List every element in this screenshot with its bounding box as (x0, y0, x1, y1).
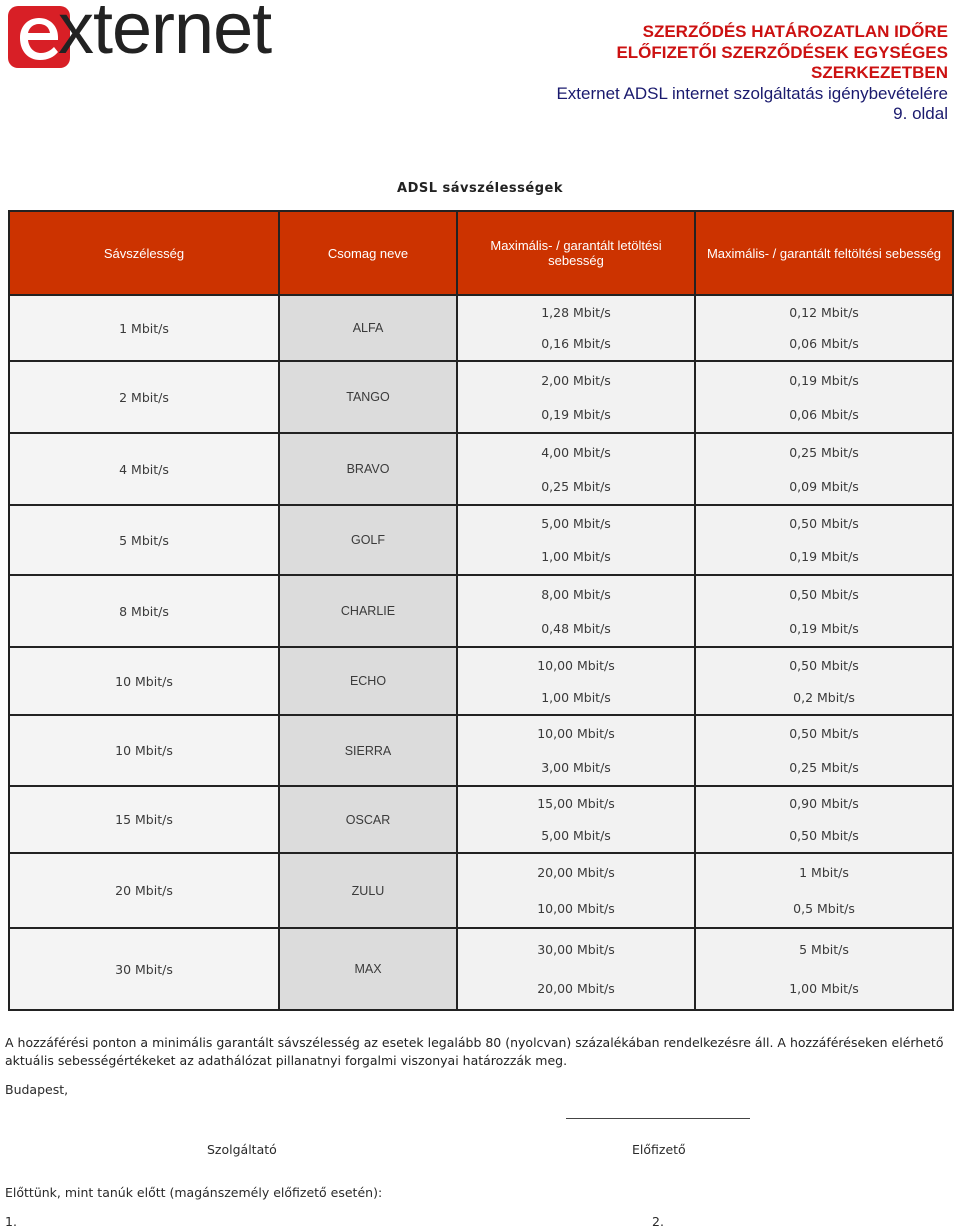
download-max: 15,00 Mbit/s (537, 796, 615, 812)
column-header: Sávszélesség (9, 211, 279, 295)
table-row (9, 786, 953, 853)
upload-max: 1 Mbit/s (799, 865, 849, 881)
witness-statement: Előttünk, mint tanúk előtt (magánszemély előfizető esetén): (5, 1185, 383, 1200)
download-guaranteed: 1,00 Mbit/s (541, 549, 611, 564)
subscriber-signature-label: Előfizető (632, 1142, 686, 1157)
table-row (9, 505, 953, 575)
upload-speed-cell (695, 647, 953, 715)
header-line-2: ELŐFIZETŐI SZERZŐDÉSEK EGYSÉGES (616, 42, 948, 62)
download-speed-cell (457, 786, 695, 853)
upload-max: 0,50 Mbit/s (789, 516, 859, 531)
download-speed-cell (457, 647, 695, 715)
upload-speed-cell (695, 295, 953, 361)
header-line-3: SZERKEZETBEN (811, 63, 948, 82)
upload-guaranteed: 0,06 Mbit/s (789, 406, 859, 422)
guarantee-note: A hozzáférési ponton a minimális garantált sávszélesség az esetek legalább 80 (nyolcvan) százalékában rendelkezésre áll. A hozzáféréseken elérhető aktuális sebességértékeket az adathálózat pillanatnyi forgalmi viszonyai határozzák meg. (5, 1035, 944, 1068)
bandwidth-cell: 1 Mbit/s (9, 295, 279, 361)
table-row (9, 715, 953, 786)
download-speed-cell (457, 575, 695, 647)
upload-max: 0,19 Mbit/s (789, 372, 859, 388)
witness-2: 2. (652, 1214, 664, 1229)
witness-1: 1. (5, 1214, 17, 1229)
download-guaranteed: 20,00 Mbit/s (537, 981, 615, 996)
upload-guaranteed: 0,19 Mbit/s (789, 549, 859, 564)
upload-max: 0,50 Mbit/s (789, 657, 859, 673)
upload-guaranteed: 0,50 Mbit/s (789, 827, 859, 843)
upload-speed-cell (695, 853, 953, 928)
upload-speed-cell (695, 575, 953, 647)
download-speed-cell (457, 928, 695, 1010)
download-guaranteed: 0,19 Mbit/s (541, 406, 611, 422)
upload-max: 0,50 Mbit/s (789, 586, 859, 602)
table-header-row (9, 211, 953, 295)
upload-speed-cell (695, 505, 953, 575)
bandwidth-cell: 10 Mbit/s (9, 647, 279, 715)
download-max: 8,00 Mbit/s (541, 586, 611, 602)
download-speed-cell (457, 361, 695, 433)
download-max: 5,00 Mbit/s (541, 516, 611, 531)
header-line-4: Externet ADSL internet szolgáltatás igénybevételére (556, 83, 948, 103)
bandwidth-cell: 15 Mbit/s (9, 786, 279, 853)
upload-guaranteed: 0,5 Mbit/s (793, 900, 855, 916)
download-max: 20,00 Mbit/s (537, 865, 615, 881)
download-speed-cell (457, 433, 695, 505)
package-name-cell: SIERRA (279, 715, 457, 786)
upload-max: 5 Mbit/s (799, 942, 849, 957)
package-name-cell: ECHO (279, 647, 457, 715)
column-header: Csomag neve (279, 211, 457, 295)
section-title: ADSL sávszélességek (397, 181, 563, 196)
bandwidth-cell: 5 Mbit/s (9, 505, 279, 575)
download-speed-cell (457, 505, 695, 575)
download-guaranteed: 0,48 Mbit/s (541, 620, 611, 636)
download-max: 30,00 Mbit/s (537, 942, 615, 957)
header-line-1: SZERZŐDÉS HATÁROZATLAN IDŐRE (642, 22, 948, 41)
signing-city: Budapest, (5, 1082, 69, 1097)
column-header: Maximális- / garantált letöltési sebesség (457, 211, 695, 295)
download-guaranteed: 10,00 Mbit/s (537, 900, 615, 916)
upload-max: 0,12 Mbit/s (789, 305, 859, 320)
package-name-cell: CHARLIE (279, 575, 457, 647)
package-name-cell: GOLF (279, 505, 457, 575)
upload-speed-cell (695, 928, 953, 1010)
page-number: 9. oldal (893, 104, 948, 123)
table-row (9, 361, 953, 433)
table-row (9, 575, 953, 647)
upload-guaranteed: 0,2 Mbit/s (793, 689, 855, 705)
upload-speed-cell (695, 433, 953, 505)
provider-signature-label: Szolgáltató (207, 1142, 277, 1157)
table-row (9, 647, 953, 715)
download-max: 4,00 Mbit/s (541, 444, 611, 460)
upload-guaranteed: 1,00 Mbit/s (789, 981, 859, 996)
table-row (9, 853, 953, 928)
signature-line (566, 1118, 750, 1119)
upload-max: 0,25 Mbit/s (789, 444, 859, 460)
upload-speed-cell (695, 715, 953, 786)
bandwidth-cell: 2 Mbit/s (9, 361, 279, 433)
bandwidth-cell: 20 Mbit/s (9, 853, 279, 928)
upload-speed-cell (695, 361, 953, 433)
download-guaranteed: 1,00 Mbit/s (541, 689, 611, 705)
bandwidth-cell: 30 Mbit/s (9, 928, 279, 1010)
upload-guaranteed: 0,19 Mbit/s (789, 620, 859, 636)
download-speed-cell (457, 853, 695, 928)
upload-guaranteed: 0,06 Mbit/s (789, 336, 859, 351)
logo-wordmark: xternet (58, 0, 272, 69)
upload-max: 0,50 Mbit/s (789, 726, 859, 742)
package-name-cell: OSCAR (279, 786, 457, 853)
download-max: 2,00 Mbit/s (541, 372, 611, 388)
bandwidth-cell: 10 Mbit/s (9, 715, 279, 786)
upload-max: 0,90 Mbit/s (789, 796, 859, 812)
download-guaranteed: 0,16 Mbit/s (541, 336, 611, 351)
table-row (9, 928, 953, 1010)
package-name-cell: TANGO (279, 361, 457, 433)
upload-guaranteed: 0,25 Mbit/s (789, 759, 859, 775)
bandwidth-table (8, 210, 954, 1011)
table-row (9, 295, 953, 361)
download-speed-cell (457, 295, 695, 361)
package-name-cell: MAX (279, 928, 457, 1010)
package-name-cell: ALFA (279, 295, 457, 361)
bandwidth-cell: 8 Mbit/s (9, 575, 279, 647)
bandwidth-cell: 4 Mbit/s (9, 433, 279, 505)
download-guaranteed: 3,00 Mbit/s (541, 759, 611, 775)
download-max: 10,00 Mbit/s (537, 657, 615, 673)
upload-guaranteed: 0,09 Mbit/s (789, 478, 859, 494)
column-header: Maximális- / garantált feltöltési sebesség (695, 211, 953, 295)
download-max: 1,28 Mbit/s (541, 305, 611, 320)
table-row (9, 433, 953, 505)
document-header (556, 22, 948, 125)
download-guaranteed: 0,25 Mbit/s (541, 478, 611, 494)
download-max: 10,00 Mbit/s (537, 726, 615, 742)
upload-speed-cell (695, 786, 953, 853)
package-name-cell: BRAVO (279, 433, 457, 505)
download-speed-cell (457, 715, 695, 786)
download-guaranteed: 5,00 Mbit/s (541, 827, 611, 843)
package-name-cell: ZULU (279, 853, 457, 928)
